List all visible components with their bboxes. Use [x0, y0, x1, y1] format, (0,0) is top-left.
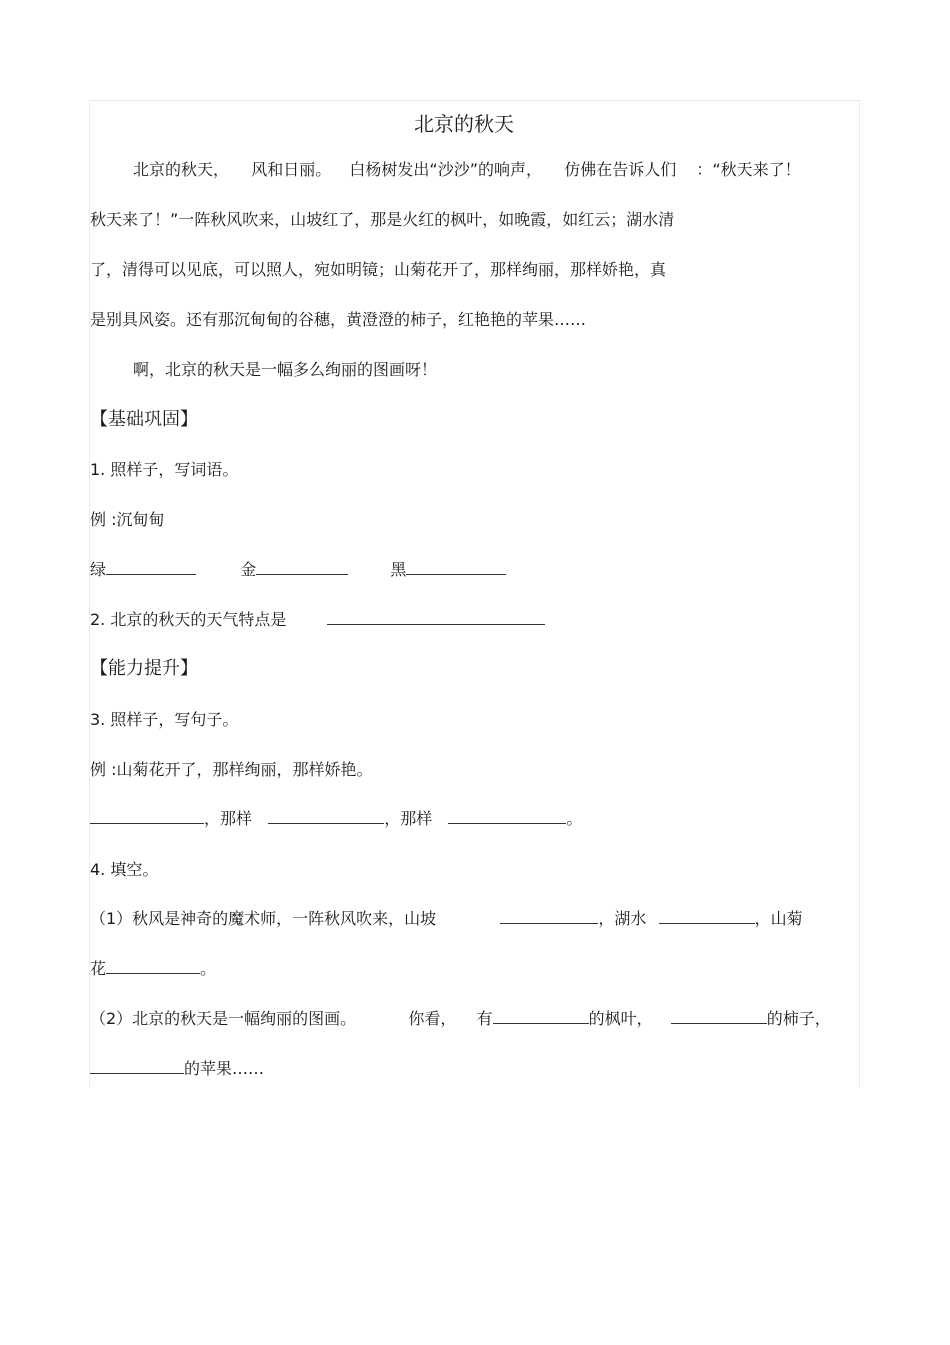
question-4-1-line-1 [90, 909, 803, 929]
sentence-connector: ，那样 [204, 809, 253, 828]
word-gold: 金 [240, 560, 257, 579]
question-2-text: 2. 北京的秋天的天气特点是 [90, 610, 287, 629]
question-4-2-line-1 [90, 1009, 831, 1029]
question-4-2-text: 的苹果…… [184, 1059, 265, 1078]
passage-line-1 [133, 160, 801, 180]
answer-blank[interactable] [256, 560, 348, 575]
passage-text: 仿佛在告诉人们 [564, 160, 677, 179]
question-3-example: 例 :山菊花开了，那样绚丽，那样娇艳。 [90, 760, 373, 779]
passage-line-2: 秋天来了！”一阵秋风吹来，山坡红了，那是火红的枫叶，如晚霞，如红云；湖水清 [90, 210, 675, 229]
question-3: 3. 照样子，写句子。 [90, 710, 239, 729]
answer-blank[interactable] [671, 1009, 767, 1024]
question-4-1-end: 。 [200, 959, 217, 978]
answer-blank[interactable] [268, 809, 384, 824]
word-green: 绿 [90, 560, 107, 579]
question-4-2-text: （2）北京的秋天是一幅绚丽的图画。 [90, 1009, 357, 1028]
passage-text: ：“秋天来了！ [696, 160, 801, 179]
answer-blank[interactable] [106, 959, 200, 974]
question-1-blanks [90, 560, 506, 580]
question-4-1-word: 花 [90, 959, 107, 978]
passage-text: 北京的秋天， [133, 160, 230, 179]
question-1: 1. 照样子，写词语。 [90, 460, 239, 479]
question-4-2-text: 的柿子， [766, 1009, 831, 1028]
answer-blank[interactable] [106, 560, 196, 575]
question-2 [90, 610, 545, 630]
answer-blank[interactable] [327, 610, 545, 625]
question-4-2-text: 有 [476, 1009, 493, 1028]
answer-blank[interactable] [90, 809, 204, 824]
passage-paragraph-2: 啊，北京的秋天是一幅多么绚丽的图画呀！ [133, 360, 438, 379]
sentence-connector: ，那样 [384, 809, 433, 828]
sentence-end: 。 [566, 809, 583, 828]
passage-text: 白杨树发出“沙沙”的响声， [349, 160, 542, 179]
answer-blank[interactable] [493, 1009, 589, 1024]
answer-blank[interactable] [90, 1059, 184, 1074]
question-4-1-line-2 [90, 959, 216, 979]
question-4-1-connector: ，山菊 [754, 909, 803, 928]
passage-line-3: 了，清得可以见底，可以照人，宛如明镜；山菊花开了，那样绚丽，那样娇艳，真 [90, 260, 667, 279]
passage-text: 风和日丽。 [251, 160, 332, 179]
word-black: 黑 [390, 560, 407, 579]
section-heading-advanced: 【能力提升】 [90, 658, 198, 679]
passage-line-4: 是别具风姿。还有那沉甸甸的谷穗，黄澄澄的柿子，红艳艳的苹果…… [90, 310, 587, 329]
answer-blank[interactable] [406, 560, 506, 575]
answer-blank[interactable] [659, 909, 755, 924]
page-title: 北京的秋天 [414, 112, 514, 136]
question-4-2-text: 你看， [408, 1009, 457, 1028]
answer-blank[interactable] [500, 909, 598, 924]
question-4-1-connector: ，湖水 [598, 909, 647, 928]
answer-blank[interactable] [448, 809, 566, 824]
question-3-blanks [90, 809, 582, 829]
section-heading-basic: 【基础巩固】 [90, 409, 198, 430]
question-1-example: 例 :沉甸甸 [90, 510, 165, 529]
page-frame [89, 100, 860, 1088]
question-4: 4. 填空。 [90, 860, 159, 879]
question-4-1-text: （1）秋风是神奇的魔术师，一阵秋风吹来，山坡 [90, 909, 437, 928]
question-4-2-text: 的枫叶， [588, 1009, 653, 1028]
question-4-2-line-2 [90, 1059, 264, 1079]
